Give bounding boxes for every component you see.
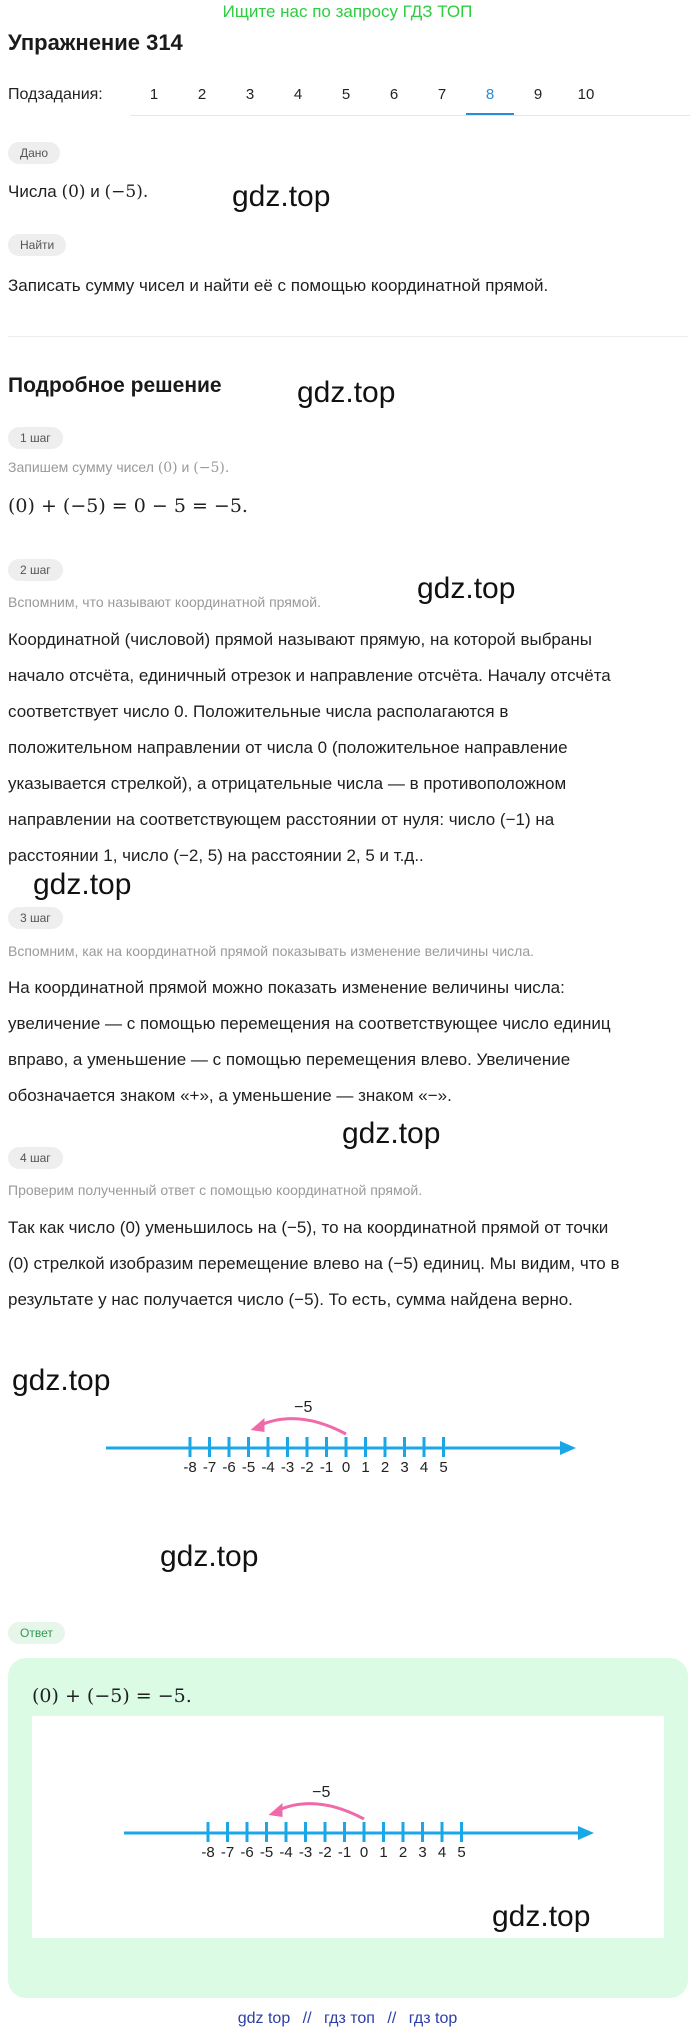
tab-subtask-6[interactable]: 6 <box>389 86 399 103</box>
tick-label: -2 <box>300 1459 314 1476</box>
find-chip: Найти <box>8 234 66 256</box>
step-1-hint: Запишем сумму чисел (0) и (−5). <box>8 459 230 476</box>
tick-label: 1 <box>379 1844 388 1861</box>
tick-label: 3 <box>400 1459 409 1476</box>
tick-label: -3 <box>298 1844 313 1861</box>
footer-link[interactable]: гдз топ <box>324 2010 375 2027</box>
tab-subtask-4[interactable]: 4 <box>293 86 303 103</box>
step-3-hint: Вспомним, как на координатной прямой показывать изменение величины числа. <box>8 943 535 959</box>
tick-label: 5 <box>457 1844 466 1861</box>
tick-label: -5 <box>241 1459 256 1476</box>
text-line: расстоянии 1, число (−2, 5) на расстоянии 2, 5 и т.д.. <box>8 846 424 865</box>
tick-label: 3 <box>418 1844 427 1861</box>
text-line: результате у нас получается число (−5). То есть, сумма найдена верно. <box>8 1290 573 1309</box>
tick-label: -2 <box>318 1844 332 1861</box>
text-line: Координатной (числовой) прямой называют прямую, на которой выбраны <box>8 630 592 649</box>
jump-arrowhead <box>251 1418 265 1432</box>
footer-link[interactable]: гдз top <box>408 2010 458 2027</box>
text-line: обозначается знаком «+», а уменьшение — знаком «−». <box>8 1086 452 1105</box>
text-line: увеличение — с помощью перемещения на соответствующее число единиц <box>8 1014 611 1033</box>
tick-label: 1 <box>361 1459 370 1476</box>
jump-arrow <box>277 1804 365 1819</box>
search-banner: Ищите нас по запросу ГДЗ ТОП <box>222 2 473 21</box>
text-line: указывается стрелкой), а отрицательные числа — в противоположном <box>8 774 567 793</box>
step-4-hint: Проверим полученный ответ с помощью координатной прямой. <box>8 1182 423 1198</box>
tab-subtask-7[interactable]: 7 <box>437 86 447 103</box>
step-3-chip: 3 шаг <box>8 907 63 929</box>
jump-arrow <box>259 1419 347 1434</box>
watermark: gdz.top <box>342 1117 441 1150</box>
step-1-formula: (0) + (−5) = 0 − 5 = −5. <box>8 495 248 517</box>
footer-sep: // <box>387 2010 397 2027</box>
tick-label: 2 <box>380 1459 390 1476</box>
step-3-text <box>8 970 688 1114</box>
tick-label: 0 <box>341 1459 351 1476</box>
find-text: Записать сумму чисел и найти её с помощью координатной прямой. <box>8 276 549 295</box>
answer-number-line-diagram <box>118 1785 608 1865</box>
axis-arrowhead <box>578 1826 594 1840</box>
tick-label: -6 <box>240 1844 254 1861</box>
watermark: gdz.top <box>33 868 132 901</box>
tick-label: -8 <box>201 1844 215 1861</box>
tick-label: -1 <box>337 1844 352 1861</box>
tick-label: -3 <box>280 1459 295 1476</box>
given-text: Числа (0) и (−5). <box>8 182 149 202</box>
text-line: (0) стрелкой изобразим перемещение влево на (−5) единиц. Мы видим, что в <box>8 1254 620 1273</box>
text-line: направлении на соответствующем расстоянии от нуля: число (−1) на <box>8 810 555 829</box>
answer-number-line-svg <box>118 1785 608 1865</box>
text-line: соответствует число 0. Положительные числа располагаются в <box>8 702 509 721</box>
tab-subtask-9[interactable]: 9 <box>533 86 543 103</box>
step-2-text <box>8 622 688 874</box>
tick-label: -7 <box>220 1844 235 1861</box>
watermark: gdz.top <box>297 376 396 409</box>
tab-subtask-2[interactable]: 2 <box>197 86 207 103</box>
step-2-chip: 2 шаг <box>8 559 63 581</box>
text-line: начало отсчёта, единичный отрезок и направление отсчёта. Началу отсчёта <box>8 666 611 685</box>
tab-subtask-3[interactable]: 3 <box>245 86 255 103</box>
tick-label: 0 <box>359 1844 369 1861</box>
tick-label: -8 <box>183 1459 197 1476</box>
tick-label: 2 <box>398 1844 408 1861</box>
step-4-text <box>8 1210 688 1318</box>
tick-label: -1 <box>319 1459 334 1476</box>
footer-links <box>0 2010 695 2028</box>
tick-label: -5 <box>259 1844 274 1861</box>
jump-arrowhead <box>269 1803 283 1817</box>
tick-label: -6 <box>222 1459 236 1476</box>
tick-label: -7 <box>202 1459 217 1476</box>
tick-label: 4 <box>437 1844 447 1861</box>
step-1-chip: 1 шаг <box>8 427 63 449</box>
text-line: положительном направлении от числа 0 (положительное направление <box>8 738 568 757</box>
page-title: Упражнение 314 <box>8 30 183 55</box>
tab-subtask-5[interactable]: 5 <box>341 86 351 103</box>
tab-subtask-8-active[interactable]: 8 <box>466 78 514 115</box>
footer-sep: // <box>302 2010 312 2027</box>
number-line-diagram <box>100 1400 590 1480</box>
text-line: На координатной прямой можно показать изменение величины числа: <box>8 978 565 997</box>
tick-label: 4 <box>419 1459 429 1476</box>
answer-chip: Ответ <box>8 1622 65 1644</box>
axis-arrowhead <box>560 1441 576 1455</box>
jump-label: −5 <box>294 1400 313 1416</box>
step-2-hint: Вспомним, что называют координатной прямой. <box>8 594 321 610</box>
tick-label: -4 <box>261 1459 275 1476</box>
subtasks-tabs <box>130 78 690 116</box>
solution-title: Подробное решение <box>8 374 222 397</box>
text-line: вправо, а уменьшение — с помощью перемещения влево. Увеличение <box>8 1050 571 1069</box>
watermark: gdz.top <box>417 572 516 605</box>
tab-subtask-10[interactable]: 10 <box>577 86 595 103</box>
watermark: gdz.top <box>12 1364 111 1397</box>
tab-subtask-1[interactable]: 1 <box>149 86 159 103</box>
watermark: gdz.top <box>232 180 331 213</box>
divider <box>8 336 688 337</box>
watermark: gdz.top <box>160 1540 259 1573</box>
subtasks-label: Подзадания: <box>8 86 103 103</box>
footer-link[interactable]: gdz top <box>237 2010 291 2027</box>
number-line-svg <box>100 1400 590 1480</box>
answer-formula: (0) + (−5) = −5. <box>32 1685 192 1707</box>
given-chip: Дано <box>8 142 60 164</box>
text-line: Так как число (0) уменьшилось на (−5), то на координатной прямой от точки <box>8 1218 609 1237</box>
jump-label: −5 <box>312 1785 331 1801</box>
tick-label: -4 <box>279 1844 293 1861</box>
tick-label: 5 <box>439 1459 448 1476</box>
watermark: gdz.top <box>492 1900 591 1933</box>
step-4-chip: 4 шаг <box>8 1147 63 1169</box>
